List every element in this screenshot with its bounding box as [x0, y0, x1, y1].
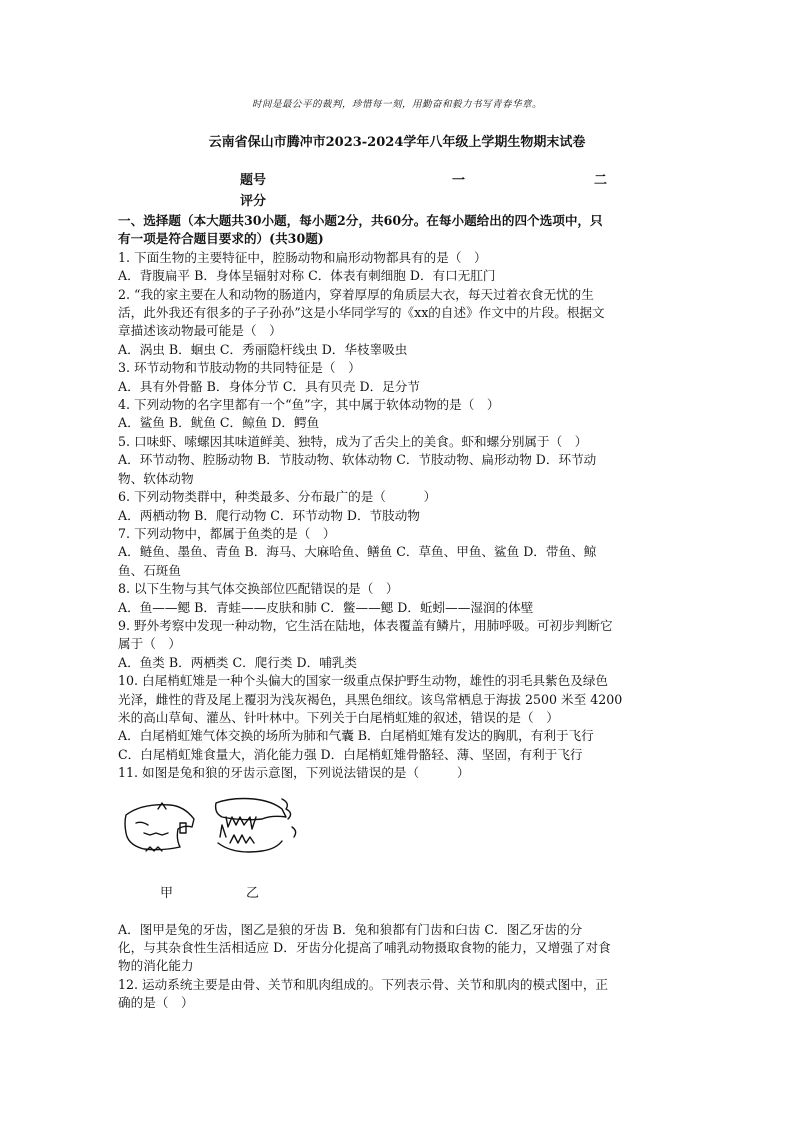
- text-line: 属于（ ）: [118, 636, 181, 652]
- text-line: 化，与其杂食性生活相适应 D．牙齿分化提高了哺乳动物摄取食物的能力，又增强了对食: [118, 940, 611, 955]
- section-heading-line1: 一、选择题（本大题共30小题，每小题2分，共60分。在每小题给出的四个选项中，只: [118, 213, 603, 228]
- text-line: 章描述该动物最可能是（ ）: [118, 323, 282, 339]
- text-line: 物的消化能力: [118, 958, 194, 974]
- teeth-figure: [118, 787, 684, 905]
- text-line: A．图甲是兔的牙齿，图乙是狼的牙齿 B．兔和狼都有门齿和臼齿 C．图乙牙齿的分: [118, 921, 583, 937]
- text-line: 2. “我的家主要在人和动物的肠道内，穿着厚厚的角质层大衣，每天过着衣食无忧的生: [118, 286, 594, 302]
- teeth-diagram-icon: [122, 793, 302, 883]
- text-line: A．两栖动物 B．爬行动物 C．环节动物 D．节肢动物: [118, 507, 420, 523]
- text-line: 米的高山草甸、灌丛、针叶林中。下列关于白尾梢虹雉的叙述，错误的是（ ）: [118, 709, 559, 725]
- text-line: 确的是（ ）: [118, 995, 194, 1011]
- figure-label-left: 甲: [160, 885, 174, 901]
- text-line: 鱼、石斑鱼: [118, 562, 181, 578]
- score-table-col2: 二: [594, 173, 608, 188]
- text-line: A．环节动物、腔肠动物 B．节肢动物、软体动物 C．节肢动物、扁形动物 D．环节动: [118, 452, 597, 468]
- text-line: 活，此外我还有很多的子子孙孙”这是小华同学写的《xx的自述》作文中的片段。根据文: [118, 305, 605, 321]
- text-line: 9. 野外考察中发现一种动物，它生活在陆地，体表覆盖有鳞片，用肺呼吸。可初步判断它: [118, 617, 613, 633]
- exam-content: [118, 212, 684, 1013]
- exam-title: 云南省保山市腾冲市2023-2024学年八年级上学期生物期末试卷: [208, 135, 586, 150]
- text-line: A．鱼——鳃 B．青蛙——皮肤和肺 C．鳖——鳃 D．蚯蚓——湿润的体壁: [118, 599, 534, 615]
- text-line: A．具有外骨骼 B．身体分节 C．具有贝壳 D．足分节: [118, 378, 420, 394]
- text-line: 1. 下面生物的主要特征中，腔肠动物和扁形动物都具有的是（ ）: [118, 249, 487, 265]
- text-line: 12. 运动系统主要是由骨、关节和肌肉组成的。下列表示骨、关节和肌肉的模式图中，正: [118, 976, 609, 992]
- text-line: 物、软体动物: [118, 470, 194, 486]
- text-line: 4. 下列动物的名字里都有一个“鱼”字，其中属于软体动物的是（ ）: [118, 397, 500, 413]
- text-line: 10. 白尾梢虹雉是一种个头偏大的国家一级重点保护野生动物，雄性的羽毛具紫色及绿色: [118, 673, 609, 689]
- text-line: 7. 下列动物中，都属于鱼类的是（ ）: [118, 525, 336, 541]
- text-line: A．背腹扁平 B．身体呈辐射对称 C．体表有刺细胞 D．有口无肛门: [118, 268, 496, 284]
- text-line: A．涡虫 B．蛔虫 C．秀丽隐杆线虫 D．华枝睾吸虫: [118, 341, 408, 357]
- score-table-row2-label: 评分: [240, 194, 267, 209]
- text-line: 6. 下列动物类群中，种类最多、分布最广的是（ ）: [118, 489, 437, 505]
- text-line: A．鲢鱼、墨鱼、青鱼 B．海马、大麻哈鱼、鳝鱼 C．草鱼、甲鱼、鲨鱼 D．带鱼、鲸: [118, 544, 597, 560]
- section-heading-line2: 有一项是符合题目要求的）(共30题): [118, 231, 324, 247]
- score-table-col1: 一: [452, 173, 466, 188]
- text-line: 光泽，雌性的背及尾上覆羽为浅灰褐色，具黑色细纹。该鸟常栖息于海拔 2500 米至 4200: [118, 691, 623, 707]
- text-line: 3. 环节动物和节肢动物的共同特征是（ ）: [118, 360, 361, 376]
- text-line: A．白尾梢虹雉气体交换的场所为肺和气囊 B．白尾梢虹雉有发达的胸肌，有利于飞行: [118, 728, 594, 744]
- motto: 时间是最公平的裁判，珍惜每一刻，用勤奋和毅力书写青春华章。: [251, 99, 542, 110]
- text-line: 8. 以下生物与其气体交换部位匹配错误的是（ ）: [118, 581, 399, 597]
- text-line: C．白尾梢虹雉食量大，消化能力强 D．白尾梢虹雉骨骼轻、薄、坚固，有利于飞行: [118, 746, 583, 762]
- text-line: A．鱼类 B．两栖类 C．爬行类 D．哺乳类: [118, 654, 357, 670]
- figure-label-right: 乙: [246, 885, 260, 901]
- score-table-row1-label: 题号: [240, 173, 267, 188]
- text-line: 5. 口味虾、嗦螺因其味道鲜美、独特，成为了舌尖上的美食。虾和螺分别属于（ ）: [118, 433, 588, 449]
- text-line: A．鲨鱼 B．鱿鱼 C．鲸鱼 D．鳄鱼: [118, 415, 320, 431]
- text-line: 11. 如图是兔和狼的牙齿示意图，下列说法错误的是（ ）: [118, 765, 470, 781]
